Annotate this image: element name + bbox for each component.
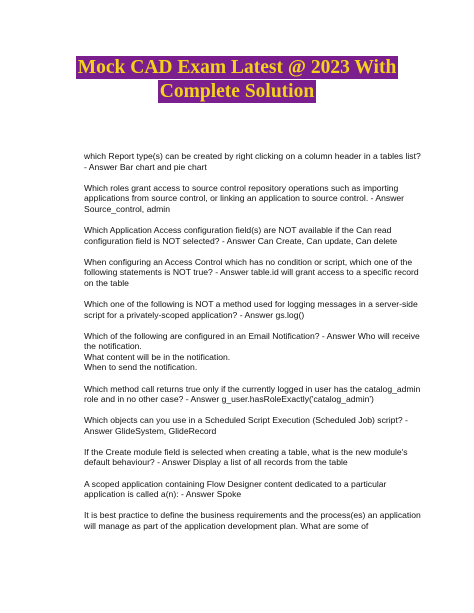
qa-item: Which roles grant access to source control repository operations such as importing applications from source control, or linking an application to source control. - Answer Source_control, admin xyxy=(84,182,405,214)
qa-item: which Report type(s) can be created by right clicking on a column header in a tables list? - Answer Bar chart and pie chart xyxy=(84,151,421,172)
qa-list xyxy=(84,151,422,542)
document-title: Mock CAD Exam Latest @ 2023 With Complete Solution xyxy=(77,57,397,102)
qa-item: When configuring an Access Control which has no condition or script, which one of the following statements is NOT true? - Answer table.id will grant access to a specific record on the table xyxy=(84,256,419,288)
qa-item: Which one of the following is NOT a method used for logging messages in a server-side script for a privately-scoped application? - Answer gs.log() xyxy=(84,298,418,320)
qa-item: A scoped application containing Flow Designer content dedicated to a particular application is called a(n): - Answer Spoke xyxy=(84,478,387,500)
qa-item: Which objects can you use in a Scheduled Script Execution (Scheduled Job) script? - Answer GlideSystem, GlideRecord xyxy=(84,415,408,436)
qa-item: It is best practice to define the business requirements and the process(es) an application will manage as part of the application development plan. What are some of xyxy=(84,510,421,531)
qa-item: Which Application Access configuration field(s) are NOT available if the Can read configuration field is NOT selected? - Answer Can Create, Can update, Can delete xyxy=(84,224,398,246)
qa-item: Which method call returns true only if the currently logged in user has the catalog_admin role and in no other case? - Answer g_user.hasRoleExactly('catalog_admin') xyxy=(84,383,421,405)
qa-item: Which of the following are configured in an Email Notification? - Answer Who will receive the notification. What content will be in the notification. When to send the notification. xyxy=(84,330,420,373)
qa-item: If the Create module field is selected when creating a table, what is the new module's default behaviour? - Answer Display a list of all records from the table xyxy=(84,446,408,468)
title-block xyxy=(0,56,474,104)
